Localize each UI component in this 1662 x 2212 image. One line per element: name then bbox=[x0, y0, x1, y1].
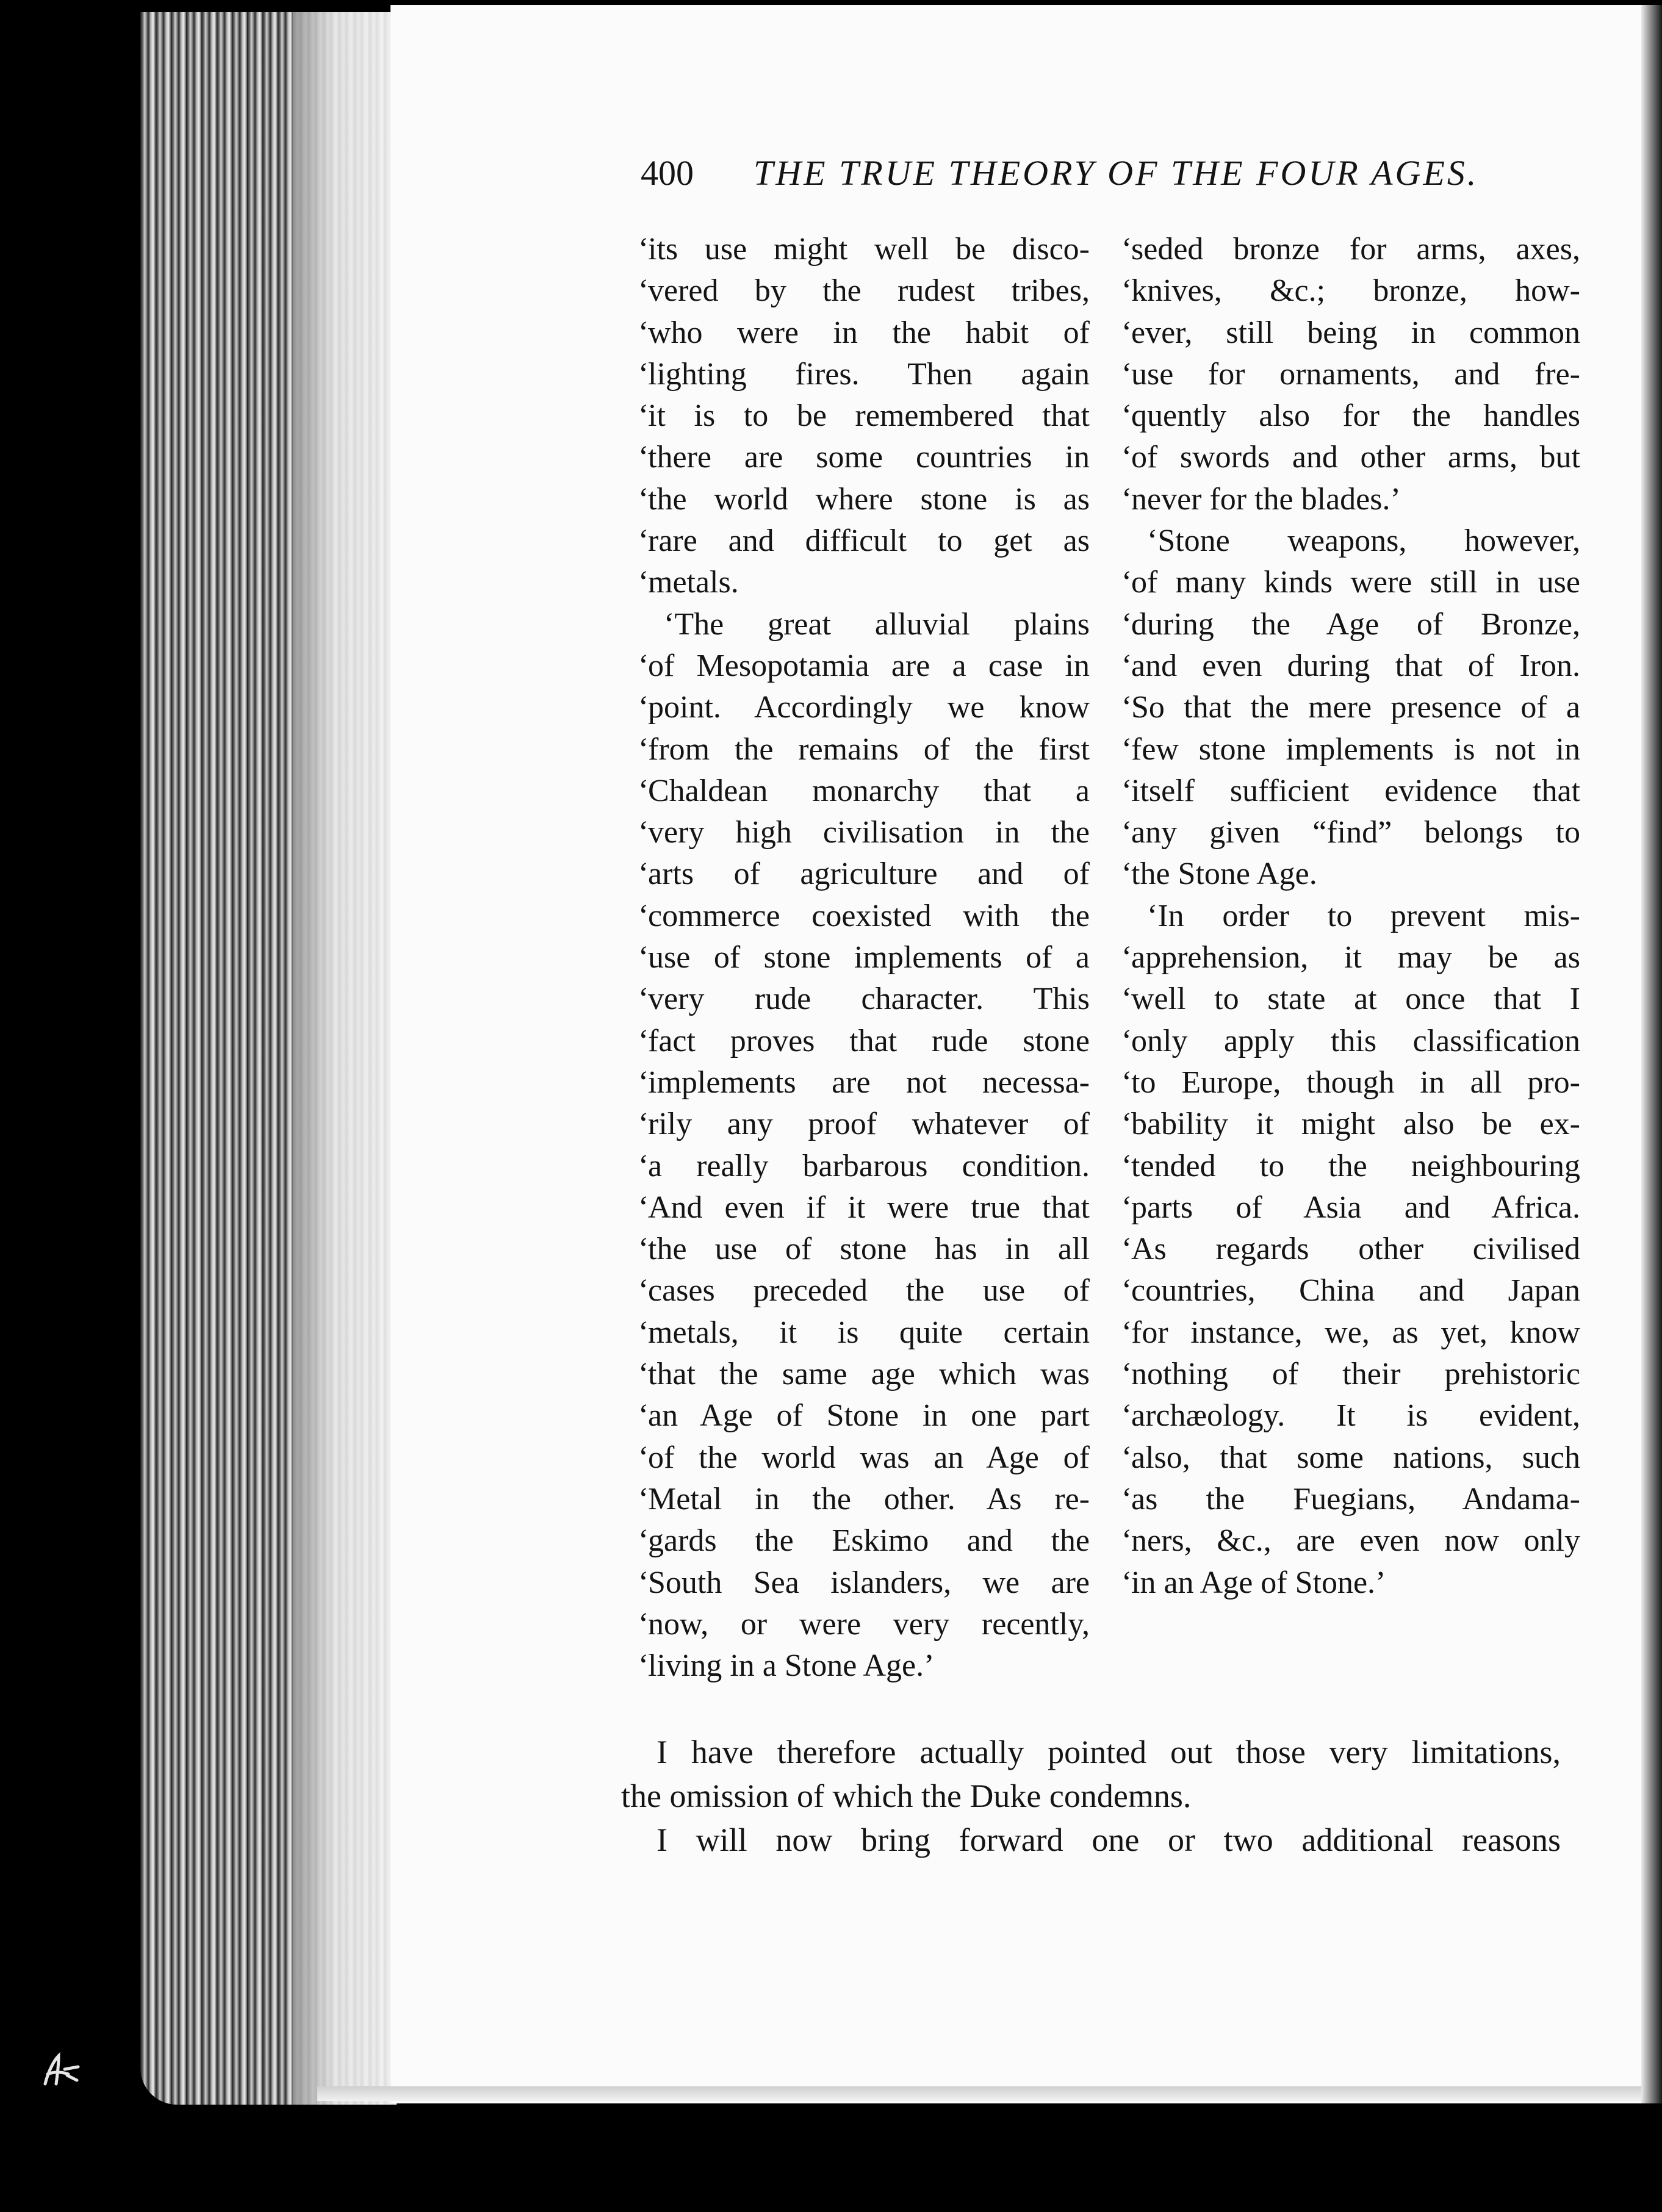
quote-mark: ‘ bbox=[1121, 565, 1132, 600]
quote-mark: ‘ bbox=[638, 481, 649, 517]
quote-mark: ‘ bbox=[1121, 1440, 1132, 1475]
text-line bbox=[638, 1604, 1090, 1645]
quote-mark: ‘ bbox=[1121, 1398, 1132, 1434]
text-line bbox=[1121, 896, 1580, 937]
quote-mark: ‘ bbox=[638, 815, 649, 850]
line-text: the use of stone has in all bbox=[648, 1232, 1090, 1267]
text-line bbox=[638, 437, 1090, 478]
line-text: as the Fuegians, Andama- bbox=[1131, 1481, 1580, 1517]
line-text: itself sufficient evidence that bbox=[1131, 773, 1580, 808]
line-text: tended to the neighbouring bbox=[1131, 1148, 1580, 1183]
quote-mark: ‘ bbox=[638, 1357, 649, 1392]
quote-mark: ‘ bbox=[1121, 1023, 1132, 1058]
line-text: arts of agriculture and of bbox=[648, 856, 1090, 892]
page-right-shadow bbox=[1641, 5, 1662, 2103]
quote-mark: ‘ bbox=[638, 1398, 649, 1434]
quote-mark: ‘ bbox=[638, 1273, 649, 1309]
line-text: metals. bbox=[648, 565, 739, 600]
text-line bbox=[638, 1645, 1090, 1687]
text-line bbox=[1121, 1437, 1580, 1479]
text-line bbox=[638, 1021, 1090, 1062]
text-line bbox=[1121, 937, 1580, 979]
page-edges-highlight bbox=[293, 12, 397, 2105]
line-text: an Age of Stone in one part bbox=[648, 1398, 1090, 1434]
quote-mark: ‘ bbox=[1121, 815, 1132, 850]
text-line bbox=[1121, 812, 1580, 853]
running-head bbox=[641, 153, 1479, 201]
line-text: now, or were very recently, bbox=[648, 1606, 1090, 1642]
text-line bbox=[1121, 1229, 1580, 1270]
text-line bbox=[638, 812, 1090, 853]
text-line bbox=[638, 770, 1090, 812]
text-line bbox=[638, 1229, 1090, 1270]
text-line bbox=[638, 1270, 1090, 1312]
line-text: in an Age of Stone.’ bbox=[1131, 1565, 1386, 1600]
text-line bbox=[1121, 645, 1580, 687]
text-line bbox=[638, 604, 1090, 645]
quote-mark: ‘ bbox=[1121, 1232, 1132, 1267]
quote-mark: ‘ bbox=[638, 1023, 649, 1058]
quote-mark: ‘ bbox=[1121, 1148, 1132, 1183]
line-text: South Sea islanders, we are bbox=[648, 1565, 1090, 1600]
quote-mark: ‘ bbox=[638, 690, 649, 725]
line-text: of Mesopotamia are a case in bbox=[648, 648, 1090, 683]
line-text: rare and difficult to get as bbox=[648, 523, 1090, 559]
quote-mark: ‘ bbox=[1121, 773, 1132, 808]
text-line bbox=[1121, 479, 1580, 520]
line-text: well to state at once that I bbox=[1131, 982, 1580, 1017]
line-text: ‘Stone weapons, however, bbox=[1147, 523, 1580, 559]
line-text: a really barbarous condition. bbox=[648, 1148, 1090, 1183]
text-line bbox=[638, 479, 1090, 520]
line-text: As regards other civilised bbox=[1131, 1232, 1580, 1267]
page-number: 400 bbox=[641, 153, 694, 193]
text-line bbox=[1121, 562, 1580, 603]
text-line bbox=[1121, 770, 1580, 812]
line-text: nothing of their prehistoric bbox=[1131, 1357, 1580, 1392]
line-text: rily any proof whatever of bbox=[648, 1107, 1090, 1142]
quote-mark: ‘ bbox=[638, 982, 649, 1017]
quote-mark: ‘ bbox=[1121, 356, 1132, 392]
quote-mark: ‘ bbox=[1121, 232, 1132, 267]
quote-mark: ‘ bbox=[1121, 1481, 1132, 1517]
line-text: fact proves that rude stone bbox=[648, 1023, 1090, 1058]
quote-mark: ‘ bbox=[1121, 731, 1132, 767]
quote-mark: ‘ bbox=[1121, 1107, 1132, 1142]
line-text: there are some countries in bbox=[648, 440, 1090, 475]
text-line bbox=[638, 520, 1090, 562]
line-text: Metal in the other. As re- bbox=[648, 1481, 1090, 1517]
text-line bbox=[1121, 604, 1580, 645]
text-line bbox=[638, 354, 1090, 395]
line-text: bability it might also be ex- bbox=[1131, 1107, 1580, 1142]
line-text: also, that some nations, such bbox=[1131, 1440, 1580, 1475]
text-line bbox=[1121, 1354, 1580, 1395]
quote-mark: ‘ bbox=[1121, 648, 1132, 683]
line-text: that the same age which was bbox=[648, 1357, 1090, 1392]
line-text: ever, still being in common bbox=[1131, 315, 1580, 350]
line-text: of the world was an Age of bbox=[648, 1440, 1090, 1475]
text-line bbox=[638, 1437, 1090, 1479]
quote-mark: ‘ bbox=[638, 523, 649, 559]
text-line bbox=[638, 1146, 1090, 1187]
text-line bbox=[1121, 1270, 1580, 1312]
line-text: of many kinds were still in use bbox=[1131, 565, 1580, 600]
quote-mark: ‘ bbox=[638, 273, 649, 309]
line-text: ners, &c., are even now only bbox=[1131, 1523, 1580, 1559]
line-text: who were in the habit of bbox=[648, 315, 1090, 350]
quote-mark: ‘ bbox=[1121, 940, 1132, 975]
quote-mark: ‘ bbox=[1121, 1065, 1132, 1100]
quote-mark: ‘ bbox=[1121, 398, 1132, 434]
quote-mark: ‘ bbox=[638, 440, 649, 475]
quote-mark: ‘ bbox=[638, 1523, 649, 1559]
line-text: cases preceded the use of bbox=[648, 1273, 1090, 1309]
quote-mark: ‘ bbox=[638, 898, 649, 933]
quote-mark: ‘ bbox=[638, 565, 649, 600]
quote-mark: ‘ bbox=[1121, 315, 1132, 350]
line-text: commerce coexisted with the bbox=[648, 898, 1090, 933]
text-line bbox=[638, 1479, 1090, 1520]
line-text: very high civilisation in the bbox=[648, 815, 1090, 850]
line-text: gards the Eskimo and the bbox=[648, 1523, 1090, 1559]
text-line bbox=[638, 1312, 1090, 1354]
text-line bbox=[638, 896, 1090, 937]
text-line bbox=[1121, 853, 1580, 895]
line-text: use for ornaments, and fre- bbox=[1131, 356, 1580, 392]
line-text: ‘In order to prevent mis- bbox=[1147, 898, 1580, 933]
line-text: never for the blades.’ bbox=[1131, 481, 1401, 517]
text-line bbox=[1121, 1021, 1580, 1062]
quote-mark: ‘ bbox=[638, 315, 649, 350]
body-line: the omission of which the Duke condemns. bbox=[621, 1778, 1192, 1814]
quote-mark: ‘ bbox=[638, 1481, 649, 1517]
text-line bbox=[638, 687, 1090, 728]
line-text: countries, China and Japan bbox=[1131, 1273, 1580, 1309]
text-line bbox=[638, 853, 1090, 895]
quote-mark: ‘ bbox=[638, 1190, 649, 1225]
right-column bbox=[1121, 229, 1580, 1604]
body-text bbox=[621, 1730, 1561, 1862]
quote-mark: ‘ bbox=[638, 356, 649, 392]
quote-mark: ‘ bbox=[1121, 690, 1132, 725]
line-text: lighting fires. Then again bbox=[648, 356, 1090, 392]
text-line bbox=[1121, 979, 1580, 1020]
line-text: ‘The great alluvial plains bbox=[664, 606, 1090, 642]
quote-mark: ‘ bbox=[1121, 606, 1132, 642]
quote-mark: ‘ bbox=[1121, 856, 1132, 892]
line-text: to Europe, though in all pro- bbox=[1131, 1065, 1580, 1100]
text-line bbox=[1121, 1562, 1580, 1604]
text-line bbox=[638, 312, 1090, 354]
body-line: I will now bring forward one or two additional reasons bbox=[657, 1822, 1561, 1858]
text-line bbox=[638, 645, 1090, 687]
text-line bbox=[1121, 687, 1580, 728]
line-text: Chaldean monarchy that a bbox=[648, 773, 1090, 808]
quote-mark: ‘ bbox=[1121, 273, 1132, 309]
text-line bbox=[1121, 354, 1580, 395]
text-line bbox=[638, 937, 1090, 979]
quote-mark: ‘ bbox=[1121, 1523, 1132, 1559]
line-text: knives, &c.; bronze, how- bbox=[1131, 273, 1580, 309]
quote-mark: ‘ bbox=[1121, 440, 1132, 475]
margin-mark-icon bbox=[40, 2051, 83, 2088]
text-line bbox=[1121, 1520, 1580, 1562]
line-text: its use might well be disco- bbox=[648, 232, 1090, 267]
line-text: point. Accordingly we know bbox=[648, 690, 1090, 725]
line-text: apprehension, it may be as bbox=[1131, 940, 1580, 975]
text-line bbox=[1121, 437, 1580, 478]
text-line bbox=[1121, 520, 1580, 562]
line-text: seded bronze for arms, axes, bbox=[1131, 232, 1580, 267]
line-text: the world where stone is as bbox=[648, 481, 1090, 517]
quote-mark: ‘ bbox=[1121, 1357, 1132, 1392]
page-bottom-edge bbox=[317, 2086, 1647, 2101]
quote-mark: ‘ bbox=[638, 648, 649, 683]
left-column bbox=[638, 229, 1090, 1687]
text-line bbox=[1121, 1187, 1580, 1229]
text-line bbox=[1121, 1104, 1580, 1145]
quote-mark: ‘ bbox=[638, 398, 649, 434]
text-line bbox=[638, 395, 1090, 437]
line-text: implements are not necessa- bbox=[648, 1065, 1090, 1100]
quote-mark: ‘ bbox=[638, 1315, 649, 1350]
text-line bbox=[1121, 1312, 1580, 1354]
line-text: quently also for the handles bbox=[1131, 398, 1580, 434]
line-text: few stone implements is not in bbox=[1131, 731, 1580, 767]
line-text: archæology. It is evident, bbox=[1131, 1398, 1580, 1434]
line-text: and even during that of Iron. bbox=[1131, 648, 1580, 683]
line-text: it is to be remembered that bbox=[648, 398, 1090, 434]
text-line bbox=[638, 562, 1090, 603]
line-text: the Stone Age. bbox=[1131, 856, 1317, 892]
line-text: vered by the rudest tribes, bbox=[648, 273, 1090, 309]
quote-mark: ‘ bbox=[638, 1440, 649, 1475]
text-line bbox=[638, 1395, 1090, 1437]
quote-mark: ‘ bbox=[1121, 1315, 1132, 1350]
text-line bbox=[638, 729, 1090, 770]
text-line bbox=[638, 270, 1090, 312]
quote-mark: ‘ bbox=[638, 1107, 649, 1142]
text-line bbox=[1121, 1395, 1580, 1437]
quote-mark: ‘ bbox=[638, 1232, 649, 1267]
text-line bbox=[638, 1104, 1090, 1145]
quote-mark: ‘ bbox=[638, 773, 649, 808]
line-text: for instance, we, as yet, know bbox=[1131, 1315, 1580, 1350]
text-line bbox=[1121, 1146, 1580, 1187]
text-line bbox=[638, 1354, 1090, 1395]
quote-mark: ‘ bbox=[638, 1148, 649, 1183]
line-text: any given “find” belongs to bbox=[1131, 815, 1580, 850]
text-line bbox=[1121, 270, 1580, 312]
text-line bbox=[638, 229, 1090, 270]
quote-mark: ‘ bbox=[638, 1648, 649, 1684]
quote-mark: ‘ bbox=[638, 232, 649, 267]
quote-mark: ‘ bbox=[638, 1565, 649, 1600]
quote-mark: ‘ bbox=[638, 856, 649, 892]
text-line bbox=[638, 1187, 1090, 1229]
line-text: parts of Asia and Africa. bbox=[1131, 1190, 1580, 1225]
line-text: during the Age of Bronze, bbox=[1131, 606, 1580, 642]
body-line: I have therefore actually pointed out those very limitations, bbox=[657, 1734, 1561, 1770]
quote-mark: ‘ bbox=[1121, 481, 1132, 517]
text-line bbox=[638, 979, 1090, 1020]
quote-mark: ‘ bbox=[638, 1065, 649, 1100]
text-line bbox=[1121, 1479, 1580, 1520]
text-line bbox=[1121, 312, 1580, 354]
text-line bbox=[638, 1562, 1090, 1604]
text-line bbox=[638, 1062, 1090, 1104]
line-text: very rude character. This bbox=[648, 982, 1090, 1017]
line-text: So that the mere presence of a bbox=[1131, 690, 1580, 725]
quote-mark: ‘ bbox=[1121, 1565, 1132, 1600]
quote-mark: ‘ bbox=[1121, 1190, 1132, 1225]
line-text: use of stone implements of a bbox=[648, 940, 1090, 975]
line-text: living in a Stone Age.’ bbox=[648, 1648, 935, 1684]
line-text: only apply this classification bbox=[1131, 1023, 1580, 1058]
quote-mark: ‘ bbox=[1121, 982, 1132, 1017]
quote-mark: ‘ bbox=[1121, 1273, 1132, 1309]
line-text: of swords and other arms, but bbox=[1131, 440, 1580, 475]
text-line bbox=[1121, 395, 1580, 437]
text-line bbox=[1121, 229, 1580, 270]
quote-mark: ‘ bbox=[638, 731, 649, 767]
text-line bbox=[1121, 1062, 1580, 1104]
running-title: THE TRUE THEORY OF THE FOUR AGES. bbox=[754, 153, 1479, 193]
line-text: metals, it is quite certain bbox=[648, 1315, 1090, 1350]
text-line bbox=[1121, 729, 1580, 770]
text-line bbox=[638, 1520, 1090, 1562]
line-text: And even if it were true that bbox=[648, 1190, 1090, 1225]
line-text: from the remains of the first bbox=[648, 731, 1090, 767]
quote-mark: ‘ bbox=[638, 940, 649, 975]
quote-mark: ‘ bbox=[638, 1606, 649, 1642]
